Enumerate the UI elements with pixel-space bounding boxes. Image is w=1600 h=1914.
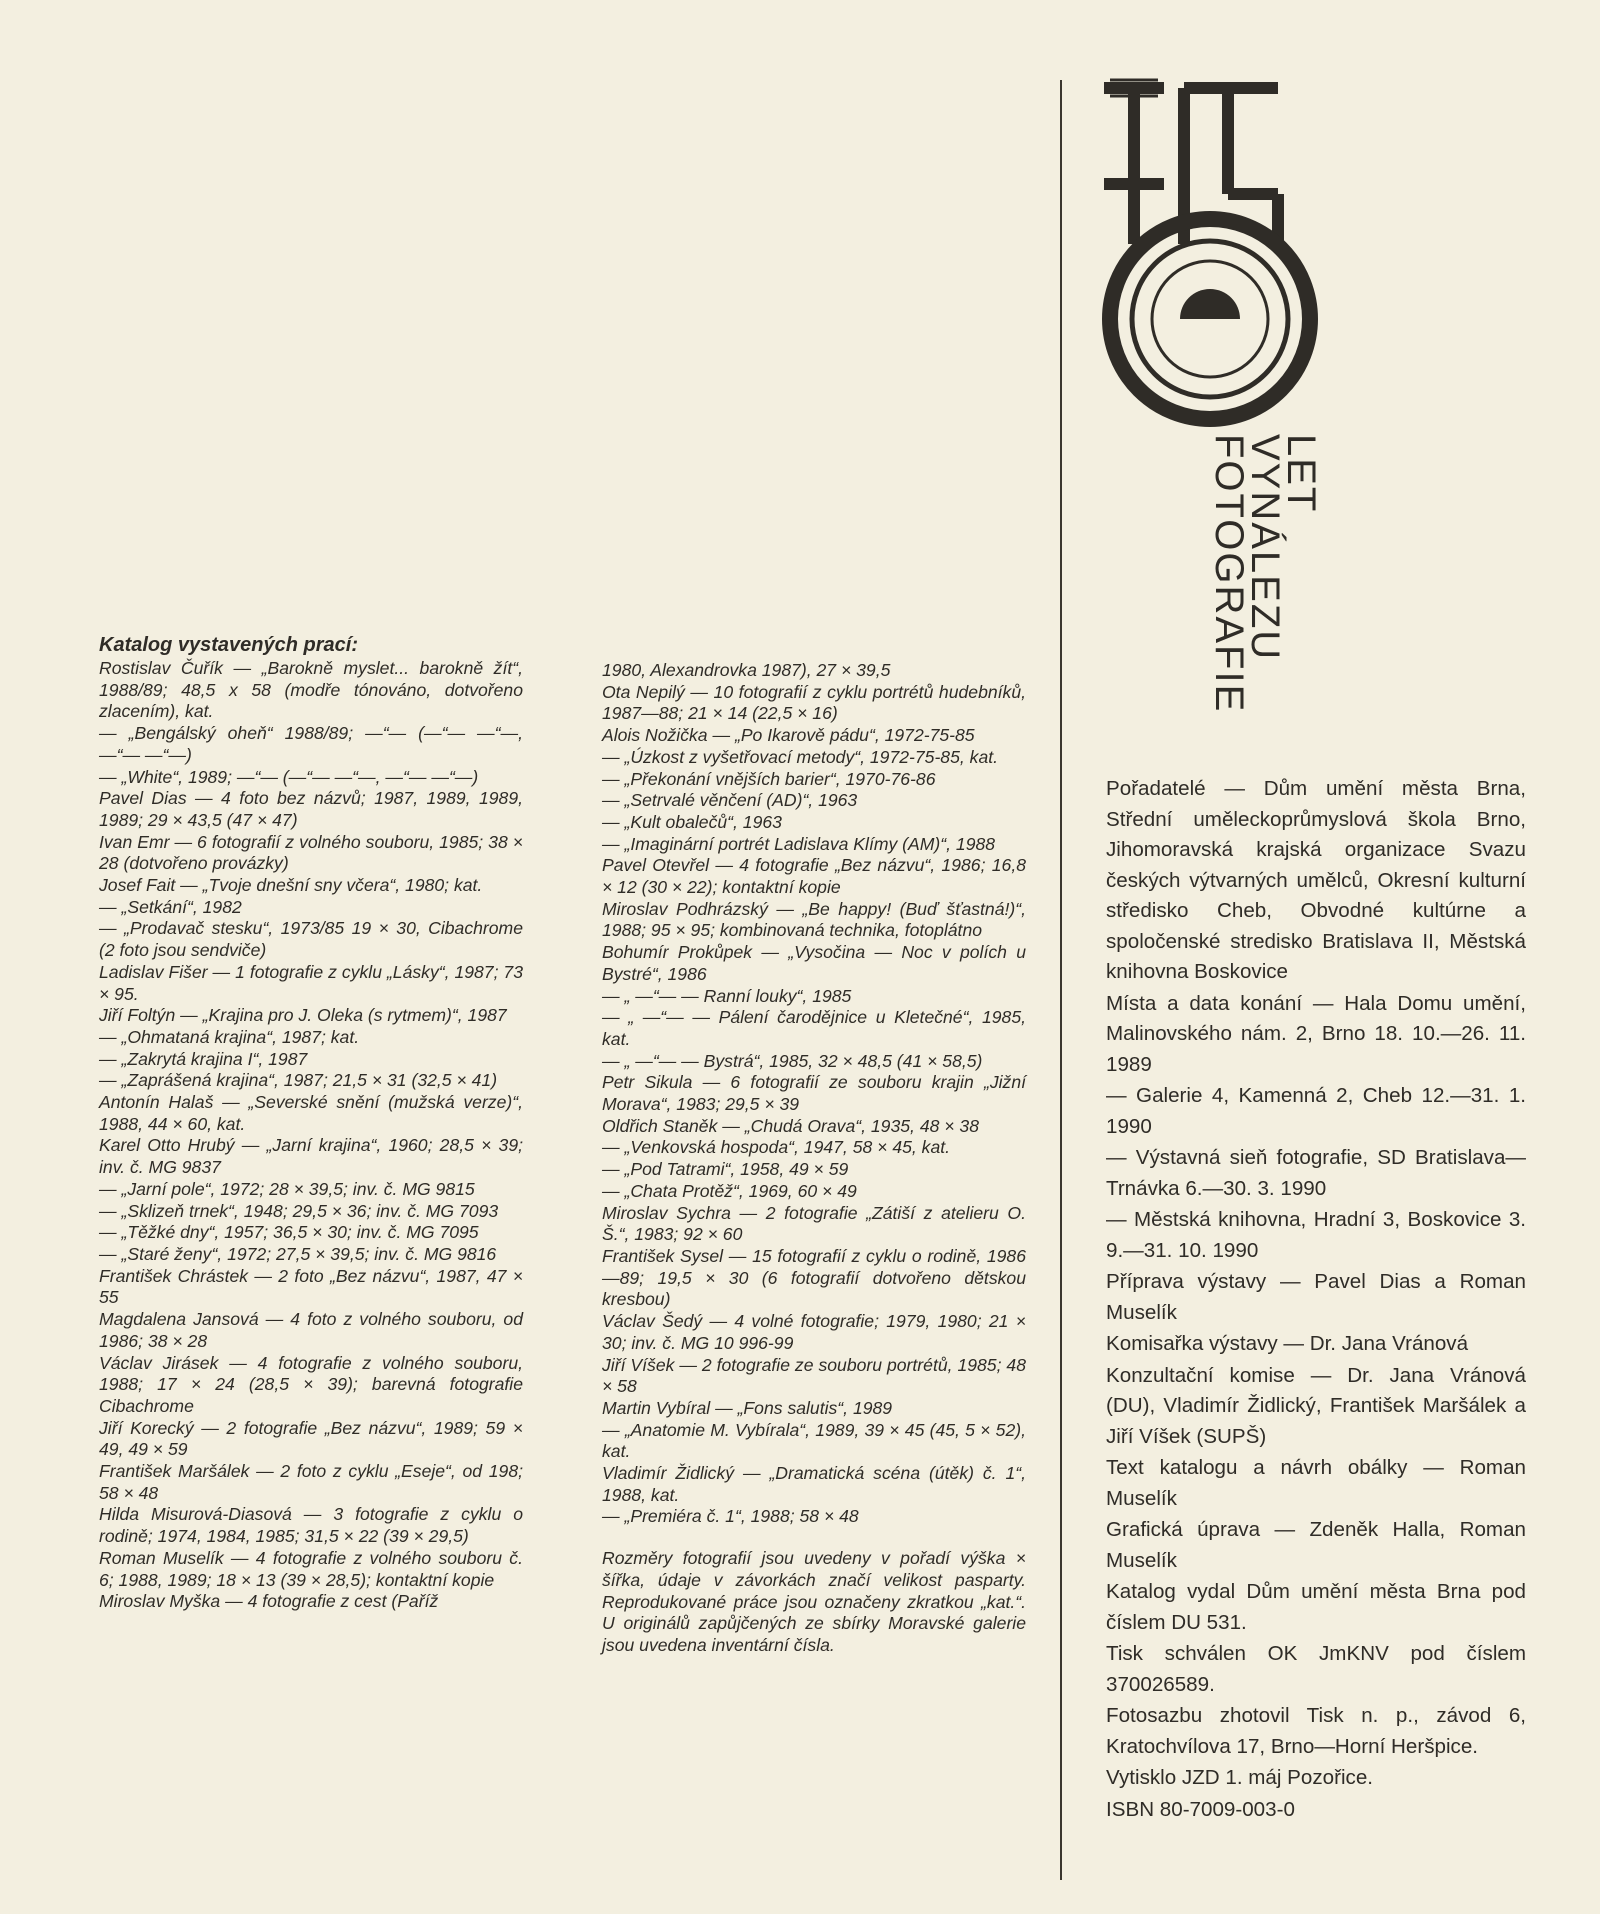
catalog-entry: — „Sklizeň trnek“, 1948; 29,5 × 36; inv. č. MG 7093 — [99, 1200, 499, 1221]
catalog-entry: František Sysel — 15 fotografií z cyklu o rodině, 1986—89; 19,5 × 30 (6 fotografií dotvořeno dětskou kresbou) — [602, 1245, 1026, 1310]
catalog-entry: Karel Otto Hrubý — „Jarní krajina“, 1960; 28,5 × 39; inv. č. MG 9837 — [99, 1135, 523, 1178]
catalog-entry: — „Zaprášená krajina“, 1987; 21,5 × 31 (32,5 × 41) — [99, 1070, 498, 1091]
colophon-paragraph: Místa a data konání — Hala Domu umění, Malinovského nám. 2, Brno 18. 10.—26. 11. 1989 — [1106, 991, 1526, 1076]
logo-line-let: LET — [1279, 434, 1323, 514]
catalog-entry: Alois Nožička — „Po Ikarově pádu“, 1972-75-85 — [602, 725, 975, 746]
catalog-entry: Vladimír Židlický — „Dramatická scéna (útěk) č. 1“, 1988, kat. — [602, 1463, 1026, 1505]
catalog-entry: — „ —“— — Ranní louky“, 1985 — [602, 985, 852, 1006]
colophon-paragraph: Fotosazbu zhotovil Tisk n. p., závod 6, Kratochvílova 17, Brno—Horní Heršpice. — [1106, 1704, 1526, 1758]
catalog-entry: Roman Muselík — 4 fotografie z volného souboru č. 6; 1988, 1989; 18 × 13 (39 × 28,5); kontaktní kopie — [99, 1547, 523, 1590]
catalog-entry: — „Pod Tatrami“, 1958, 49 × 59 — [602, 1159, 849, 1180]
catalog-entry: Jiří Víšek — 2 fotografie ze souboru portrétů, 1985; 48 × 58 — [602, 1354, 1026, 1397]
catalog-entry: — „ —“— — Pálení čarodějnice u Kletečné“, 1985, kat. — [602, 1007, 1026, 1049]
logo-line-fotografie: FOTOGRAFIE — [1207, 434, 1251, 714]
catalog-entry: Václav Jirásek — 4 fotografie z volného souboru, 1988; 17 × 24 (28,5 × 39); barevná fotografie Cibachrome — [99, 1352, 523, 1416]
catalog-entry: — „White“, 1989; —“— (—“— —“—, —“— —“—) — [99, 766, 479, 787]
colophon-paragraph: Komisařka výstavy — Dr. Jana Vránová — [1106, 1332, 1469, 1355]
catalog-entry: — „Setrvalé věnčení (AD)“, 1963 — [602, 790, 858, 811]
catalog-entry: — „Těžké dny“, 1957; 36,5 × 30; inv. č. MG 7095 — [99, 1222, 479, 1243]
catalog-entries-2 — [602, 660, 1026, 1528]
catalog-entry: Miroslav Myška — 4 fotografie z cest (Paříž — [99, 1591, 439, 1612]
catalog-entry: Josef Fait — „Tvoje dnešní sny včera“, 1980; kat. — [99, 875, 483, 896]
catalog-entry: — „Ohmataná krajina“, 1987; kat. — [99, 1026, 360, 1047]
catalog-entry: Miroslav Podhrázský — „Be happy! (Buď šťastná!)“, 1988; 95 × 95; kombinovaná technika, fotoplátno — [602, 898, 1026, 941]
catalog-entry: František Chrástek — 2 foto „Bez názvu“, 1987, 47 × 55 — [99, 1265, 523, 1308]
catalog-entry: Martin Vybíral — „Fons salutis“, 1989 — [602, 1397, 893, 1418]
catalog-entry: — „Venkovská hospoda“, 1947, 58 × 45, kat. — [602, 1137, 951, 1158]
colophon-paragraph: — Výstavná sieň fotografie, SD Bratislava—Trnávka 6.—30. 3. 1990 — [1106, 1146, 1526, 1200]
catalog-heading: Katalog vystavených prací: — [99, 634, 358, 656]
catalog-entry: — „Překonání vnějších barier“, 1970-76-86 — [602, 768, 936, 789]
catalog-entry: — „Úzkost z vyšetřovací metody“, 1972-75-85, kat. — [602, 746, 999, 767]
catalog-entry: František Maršálek — 2 foto z cyklu „Eseje“, od 198; 58 × 48 — [99, 1461, 523, 1503]
colophon-paragraph: — Městská knihovna, Hradní 3, Boskovice 3. 9.—31. 10. 1990 — [1106, 1208, 1526, 1262]
catalog-column-2 — [602, 660, 1026, 1657]
catalog-entry: Ota Nepilý — 10 fotografií z cyklu portrétů hudebníků, 1987—88; 21 × 14 (22,5 × 16) — [602, 681, 1026, 724]
colophon-paragraph: Konzultační komise — Dr. Jana Vránová (DU), Vladimír Židlický, František Maršálek a Jiří Víšek (SUPŠ) — [1106, 1363, 1526, 1448]
colophon-paragraph: ISBN 80-7009-003-0 — [1106, 1797, 1295, 1821]
vertical-rule — [1060, 80, 1062, 1880]
colophon-paragraph: Příprava výstavy — Pavel Dias a Roman Muselík — [1106, 1270, 1526, 1324]
colophon-paragraph: Grafická úprava — Zdeněk Halla, Roman Muselík — [1106, 1518, 1526, 1572]
catalog-entry: Miroslav Sychra — 2 fotografie „Zátiší z atelieru O. Š.“, 1983; 92 × 60 — [602, 1202, 1026, 1245]
logo-line-vynalezu: VYNÁLEZU — [1243, 434, 1287, 662]
catalog-entry: — „Jarní pole“, 1972; 28 × 39,5; inv. č. MG 9815 — [99, 1178, 475, 1199]
catalog-entry: Magdalena Jansová — 4 foto z volného souboru, od 1986; 38 × 28 — [99, 1309, 523, 1351]
catalog-entry: — „Setkání“, 1982 — [99, 896, 242, 917]
catalog-entry: Pavel Otevřel — 4 fotografie „Bez názvu“, 1986; 16,8 × 12 (30 × 22); kontaktní kopie — [602, 855, 1026, 898]
colophon — [1106, 774, 1526, 1826]
anniversary-logo — [1098, 74, 1323, 714]
catalog-entry: — „Bengálský oheň“ 1988/89; —“— (—“— —“—, —“— —“—) — [99, 723, 523, 765]
catalog-column-1 — [99, 632, 523, 1613]
catalog-note: Rozměry fotografií jsou uvedeny v pořadí výška × šířka, údaje v závorkách značí velikost pasparty. Reprodukované práce jsou označeny zkratkou „kat.“. U originálů zapůjčených ze sbírky Moravské galerie jsou uvedena inventární čísla. — [602, 1548, 1026, 1655]
catalog-entries-1 — [99, 658, 523, 1613]
catalog-entry: Bohumír Prokůpek — „Vysočina — Noc v polích u Bystré“, 1986 — [602, 942, 1026, 984]
colophon-paragraph: Pořadatelé — Dům umění města Brna, Střední uměleckoprůmyslová škola Brno, Jihomoravská krajská organizace Svazu českých výtvarných umělců, Okresní kulturní středisko Cheb, Obvodné kultúrne a spoločenské stredisko Bratislava II, Městská knihovna Boskovice — [1106, 777, 1526, 983]
colophon-paragraph: Tisk schválen OK JmKNV pod číslem 370026589. — [1106, 1642, 1526, 1696]
catalog-entry: — „Kult obalečů“, 1963 — [602, 811, 782, 832]
catalog-entry: Hilda Misurová-Diasová — 3 fotografie z cyklu o rodině; 1974, 1984, 1985; 31,5 × 22 (39 × 29,5) — [99, 1504, 523, 1547]
catalog-entry: Ivan Emr — 6 fotografií z volného souboru, 1985; 38 × 28 (dotvořeno provázky) — [99, 831, 523, 874]
catalog-entry: — „Zakrytá krajina I“, 1987 — [99, 1048, 308, 1069]
catalog-entry: — „Chata Protěž“, 1969, 60 × 49 — [602, 1180, 857, 1201]
catalog-entry: 1980, Alexandrovka 1987), 27 × 39,5 — [602, 660, 891, 680]
catalog-entry: Jiří Korecký — 2 fotografie „Bez názvu“, 1989; 59 × 49, 49 × 59 — [99, 1417, 523, 1460]
catalog-entry: — „Anatomie M. Vybírala“, 1989, 39 × 45 (45, 5 × 52), kat. — [602, 1419, 1026, 1462]
colophon-paragraph: Vytisklo JZD 1. máj Pozořice. — [1106, 1766, 1374, 1789]
catalog-entry: Petr Sikula — 6 fotografií ze souboru krajin „Jižní Morava“, 1983; 29,5 × 39 — [602, 1072, 1026, 1115]
catalog-entry: Rostislav Čuřík — „Barokně myslet... barokně žít“, 1988/89; 48,5 x 58 (modře tónováno, dotvořeno zlacením), kat. — [99, 658, 523, 722]
catalog-entry: — „Staré ženy“, 1972; 27,5 × 39,5; inv. č. MG 9816 — [99, 1243, 497, 1264]
catalog-entry: Ladislav Fišer — 1 fotografie z cyklu „Lásky“, 1987; 73 × 95. — [99, 961, 523, 1004]
catalog-entry: — „Prodavač stesku“, 1973/85 19 × 30, Cibachrome (2 foto jsou sendviče) — [99, 918, 523, 961]
colophon-paragraph: Text katalogu a návrh obálky — Roman Muselík — [1106, 1456, 1526, 1510]
catalog-entry: — „ —“— — Bystrá“, 1985, 32 × 48,5 (41 × 58,5) — [602, 1050, 983, 1071]
catalog-entry: — „Imaginární portrét Ladislava Klímy (AM)“, 1988 — [602, 833, 996, 854]
catalog-entry: Antonín Halaš — „Severské snění (mužská verze)“, 1988, 44 × 60, kat. — [99, 1092, 523, 1134]
catalog-entry: Oldřich Staněk — „Chudá Orava“, 1935, 48 × 38 — [602, 1115, 980, 1136]
colophon-paragraph: — Galerie 4, Kamenná 2, Cheb 12.—31. 1. 1990 — [1106, 1084, 1526, 1138]
catalog-entry: — „Premiéra č. 1“, 1988; 58 × 48 — [602, 1506, 859, 1527]
catalog-entry: Václav Šedý — 4 volné fotografie; 1979, 1980; 21 × 30; inv. č. MG 10 996-99 — [602, 1311, 1026, 1353]
catalog-entry: Pavel Dias — 4 foto bez názvů; 1987, 1989, 1989, 1989; 29 × 43,5 (47 × 47) — [99, 788, 523, 830]
catalog-entry: Jiří Foltýn — „Krajina pro J. Oleka (s rytmem)“, 1987 — [99, 1005, 507, 1026]
colophon-paragraph: Katalog vydal Dům umění města Brna pod číslem DU 531. — [1106, 1580, 1526, 1634]
